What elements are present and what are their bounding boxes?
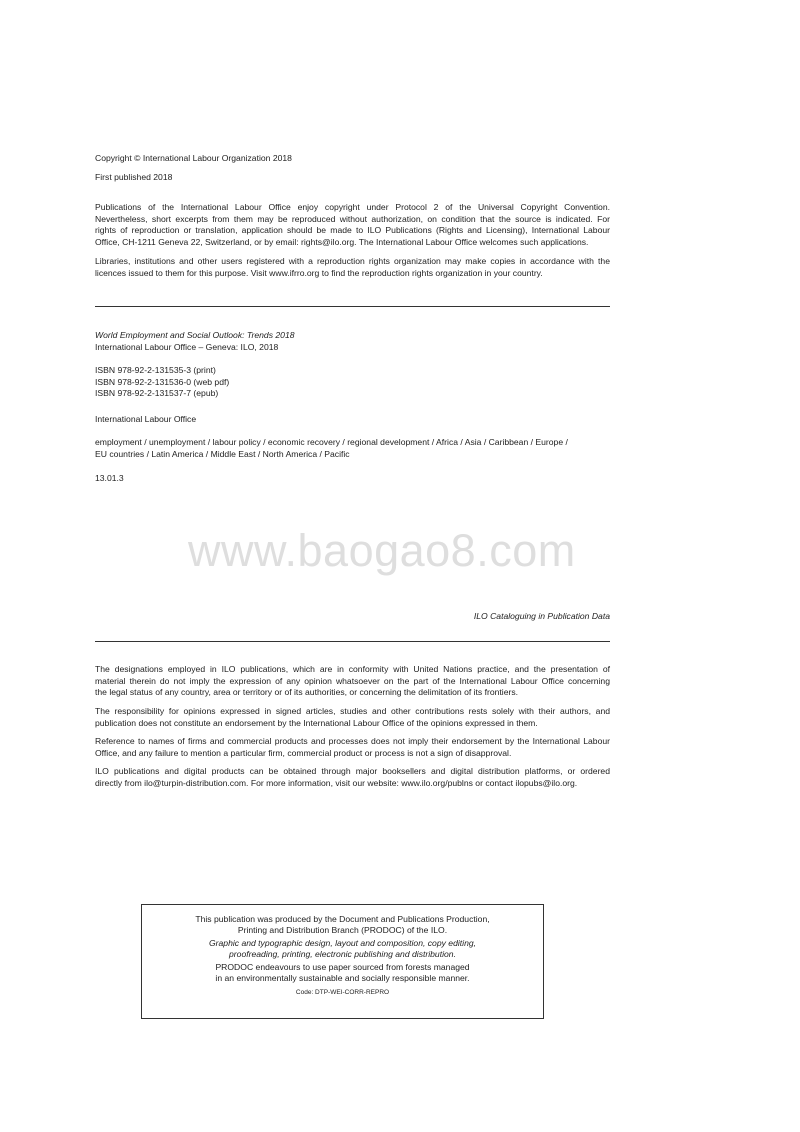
first-published: First published 2018: [95, 171, 173, 182]
text-line: Publications of the International Labour Office enjoy copyright under Protocol 2 of the Universal Copyright Convention.: [95, 202, 610, 212]
text-line: The responsibility for opinions expressed in signed articles, studies and other contributions rests solely with their authors, and: [95, 706, 610, 716]
publisher-line: International Labour Office – Geneva: ILO, 2018: [95, 341, 279, 352]
text-line: directly from ilo@turpin-distribution.com. For more information, visit our website: www.ilo.org/publns or contact ilopubs@ilo.org.: [95, 777, 578, 788]
text-line: rights of reproduction or translation, application should be made to ILO Publications (Rights and Licensing), International Labour: [95, 225, 610, 236]
publication-title: World Employment and Social Outlook: Trends 2018: [95, 330, 295, 340]
disclaimer-paragraph-1: [95, 664, 610, 699]
prodoc-box: [141, 904, 544, 1019]
keywords-line: EU countries / Latin America / Middle East / North America / Pacific: [95, 448, 350, 459]
catalogue-author: [95, 414, 610, 426]
copyright-block: [95, 153, 610, 183]
keywords-line: employment / unemployment / labour policy / economic recovery / regional development / Africa / Asia / Caribbean / Europe /: [95, 437, 568, 447]
rights-paragraph-1: [95, 202, 610, 248]
text-line: material therein do not imply the expression of any opinion whatsoever on the part of the International Labour Office concerning: [95, 675, 610, 686]
prodoc-line-1: This publication was produced by the Document and Publications Production,: [195, 914, 490, 924]
text-line: Nevertheless, short excerpts from them may be reproduced without authorization, on condition that the source is indicated. For: [95, 213, 610, 224]
prodoc-code: Code: DTP-WEI-CORR-REPRO: [295, 989, 390, 997]
text-line: Reference to names of firms and commercial products and processes does not imply their endorsement by the International Labour: [95, 736, 610, 746]
isbn-web-pdf: ISBN 978-92-2-131536-0 (web pdf): [95, 376, 230, 387]
watermark: www.baogao8.com: [188, 525, 576, 576]
text-line: The designations employed in ILO publications, which are in conformity with United Nations practice, and the presentation of: [95, 664, 610, 674]
copyright-line: Copyright © International Labour Organization 2018: [95, 153, 292, 163]
text-line: licences issued to them for this purpose. Visit www.ifrro.org to find the reproduction rights organization in your country.: [95, 267, 543, 278]
isbn-list: [95, 365, 610, 400]
divider-top: [95, 306, 610, 307]
isbn-epub: ISBN 978-92-2-131537-7 (epub): [95, 388, 219, 398]
catalogue-block: [95, 330, 610, 353]
disclaimer-paragraph-2: [95, 706, 610, 729]
rights-paragraph-2: [95, 256, 610, 279]
author-line: International Labour Office: [95, 414, 197, 424]
disclaimer-paragraph-4: [95, 766, 610, 789]
prodoc-line-2: Printing and Distribution Branch (PRODOC) of the ILO.: [237, 925, 448, 936]
text-line: Libraries, institutions and other users registered with a reproduction rights organization may make copies in accordance with the: [95, 256, 610, 266]
catalogue-caption-block: [95, 611, 610, 623]
divider-bottom: [95, 641, 610, 642]
isbn-print: ISBN 978-92-2-131535-3 (print): [95, 365, 216, 375]
keywords: [95, 437, 610, 460]
disclaimer-paragraph-3: [95, 736, 610, 759]
text-line: publication does not constitute an endorsement by the International Labour Office of the opinions expressed in them.: [95, 717, 538, 728]
text-line: Office, CH-1211 Geneva 22, Switzerland, or by email: rights@ilo.org. The International Labour Office welcomes such applications.: [95, 236, 589, 247]
catalogue-code: 13.01.3: [95, 473, 124, 483]
text-line: Office, and any failure to mention a particular firm, commercial product or process is not a sign of disapproval.: [95, 747, 512, 758]
prodoc-line-6: in an environmentally sustainable and socially responsible manner.: [215, 973, 470, 984]
text-line: the legal status of any country, area or territory or of its authorities, or concerning the delimitation of its frontiers.: [95, 687, 519, 698]
prodoc-line-3: Graphic and typographic design, layout and composition, copy editing,: [208, 937, 477, 948]
prodoc-line-5: PRODOC endeavours to use paper sourced from forests managed: [215, 961, 470, 972]
text-line: ILO publications and digital products can be obtained through major booksellers and digital distribution platforms, or ordered: [95, 766, 610, 776]
prodoc-line-4: proofreading, printing, electronic publishing and distribution.: [229, 949, 456, 960]
catalogue-code-block: [95, 473, 610, 485]
catalogue-caption: ILO Cataloguing in Publication Data: [473, 611, 610, 621]
